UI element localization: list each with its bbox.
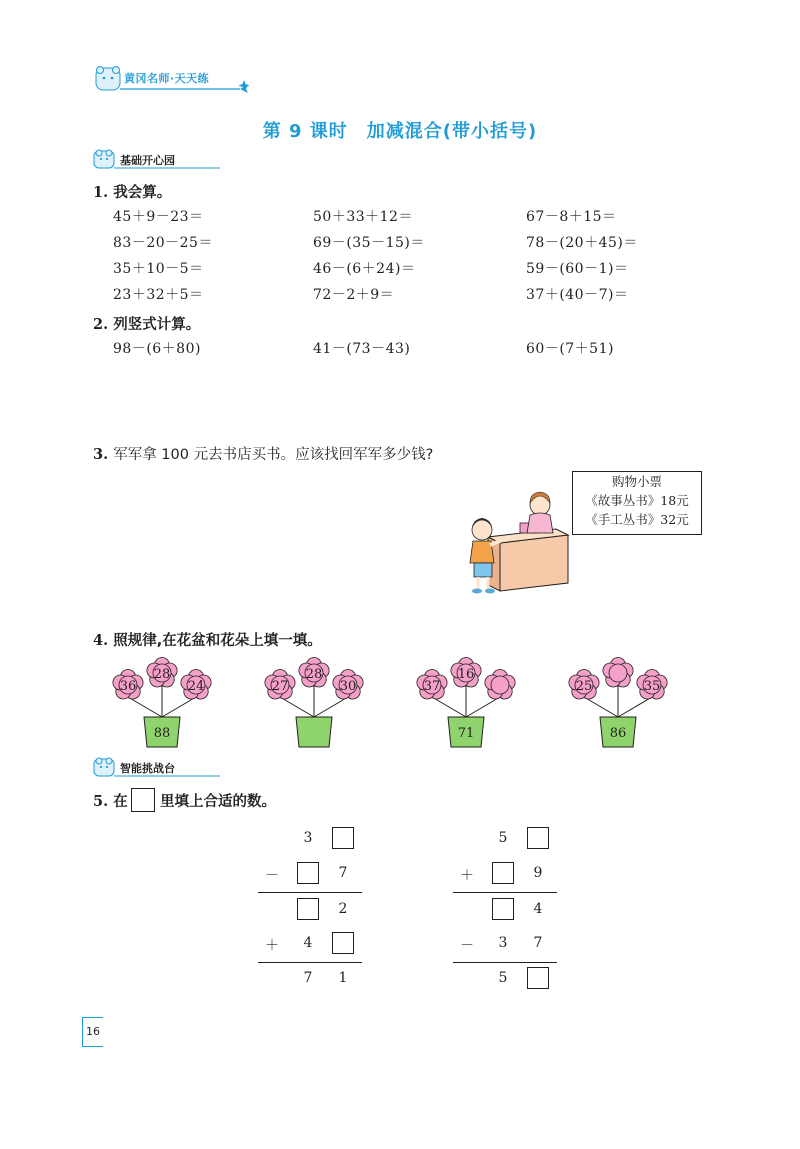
digit: 7 [338, 865, 348, 881]
digit: 4 [303, 935, 313, 951]
sum-line [453, 892, 557, 893]
q2-text: 列竖式计算。 [113, 317, 201, 333]
q5-text-pre: 在 [113, 794, 128, 810]
receipt-line: 《故事丛书》18元 [585, 493, 689, 508]
flower-number: 27 [271, 679, 289, 694]
answer-box[interactable] [297, 898, 319, 920]
digit: 3 [303, 830, 313, 846]
sum-line [258, 892, 362, 893]
operator: ＋ [265, 938, 279, 954]
digit: 4 [533, 901, 543, 917]
answer-box[interactable] [492, 898, 514, 920]
q1-text: 我会算。 [113, 185, 172, 201]
q5-number: 5. [93, 793, 109, 810]
brand-text: 黄冈名师·天天练 [124, 72, 210, 85]
operator: ＋ [460, 868, 474, 884]
flower-number: 28 [305, 667, 323, 682]
digit: 5 [498, 830, 508, 846]
flower [603, 658, 633, 688]
stem [618, 697, 652, 717]
bookstore-illustration [460, 485, 580, 600]
q4-text: 照规律,在花盆和花朵上填一填。 [113, 633, 322, 649]
expression: 69－(35－15)＝ [313, 235, 425, 251]
answer-box[interactable] [297, 862, 319, 884]
digit: 2 [338, 901, 348, 917]
expression: 41－(73－43) [313, 341, 411, 357]
flower-pot [296, 717, 332, 747]
stem [584, 697, 618, 717]
flower-number: 24 [187, 679, 205, 694]
q5-text-post: 里填上合适的数。 [160, 794, 276, 810]
stem [280, 697, 314, 717]
flower-number: 36 [119, 679, 137, 694]
pot-number: 71 [457, 726, 475, 741]
expression: 59－(60－1)＝ [526, 261, 629, 277]
flower-pot-group [113, 658, 211, 748]
expression: 46－(6＋24)＝ [313, 261, 416, 277]
flower-number: 30 [339, 679, 357, 694]
operator: － [460, 938, 474, 954]
answer-box[interactable] [527, 827, 549, 849]
pot-number: 86 [609, 726, 627, 741]
q2-number: 2. [93, 316, 109, 333]
expression: 37＋(40－7)＝ [526, 287, 629, 303]
q1-title [93, 181, 171, 202]
stem [466, 697, 500, 717]
flower-pot-group [569, 658, 667, 748]
flower [485, 670, 515, 700]
flower-number: 37 [423, 679, 441, 694]
expression: 50＋33＋12＝ [313, 209, 413, 225]
q3-number: 3. [93, 446, 109, 463]
stem [162, 697, 196, 717]
pot-number: 88 [153, 726, 171, 741]
sum-line [453, 962, 557, 963]
digit: 9 [533, 865, 543, 881]
expression: 83－20－25＝ [113, 235, 213, 251]
page-number: 16 [82, 1017, 103, 1047]
flower-number: 25 [575, 679, 593, 694]
section-title: 智能挑战台 [120, 762, 175, 775]
q5-title [93, 790, 128, 811]
expression: 78－(20＋45)＝ [526, 235, 638, 251]
section-tag-basic [92, 148, 222, 170]
receipt [572, 471, 702, 535]
answer-box[interactable] [332, 827, 354, 849]
stem [432, 697, 466, 717]
q4-title [93, 629, 322, 650]
q3-text: 军军拿 100 元去书店买书。应该找回军军多少钱? [113, 447, 434, 463]
operator: － [265, 868, 279, 884]
digit: 5 [498, 970, 508, 986]
flower-number: 28 [153, 667, 171, 682]
stem [314, 697, 348, 717]
digit: 1 [338, 970, 348, 986]
digit: 7 [303, 970, 313, 986]
receipt-line: 《手工丛书》32元 [585, 512, 689, 527]
expression: 72－2＋9＝ [313, 287, 395, 303]
flower-pot-group [417, 658, 515, 748]
page-title: 第 9 课时 加减混合(带小括号) [262, 121, 538, 142]
sum-line [258, 962, 362, 963]
expression: 35＋10－5＝ [113, 261, 204, 277]
header-brand [90, 62, 260, 96]
q3-title [93, 443, 433, 464]
blank-box [131, 788, 155, 812]
expression: 67－8＋15＝ [526, 209, 617, 225]
q4-number: 4. [93, 632, 109, 649]
digit: 7 [533, 935, 543, 951]
flower-pot-group [265, 658, 363, 748]
flower-number: 16 [457, 667, 475, 682]
answer-box[interactable] [332, 932, 354, 954]
answer-box[interactable] [492, 862, 514, 884]
flower-number: 35 [643, 679, 661, 694]
expression: 23＋32＋5＝ [113, 287, 204, 303]
answer-box[interactable] [527, 967, 549, 989]
stem [128, 697, 162, 717]
q1-number: 1. [93, 184, 109, 201]
receipt-title: 购物小票 [611, 474, 662, 489]
digit: 3 [498, 935, 508, 951]
expression: 98－(6＋80) [113, 341, 201, 357]
q2-title [93, 313, 200, 334]
expression: 60－(7＋51) [526, 341, 614, 357]
flower-pots-figure [0, 650, 800, 750]
section-tag-challenge [92, 756, 222, 778]
expression: 45＋9－23＝ [113, 209, 204, 225]
section-title: 基础开心园 [120, 154, 175, 167]
